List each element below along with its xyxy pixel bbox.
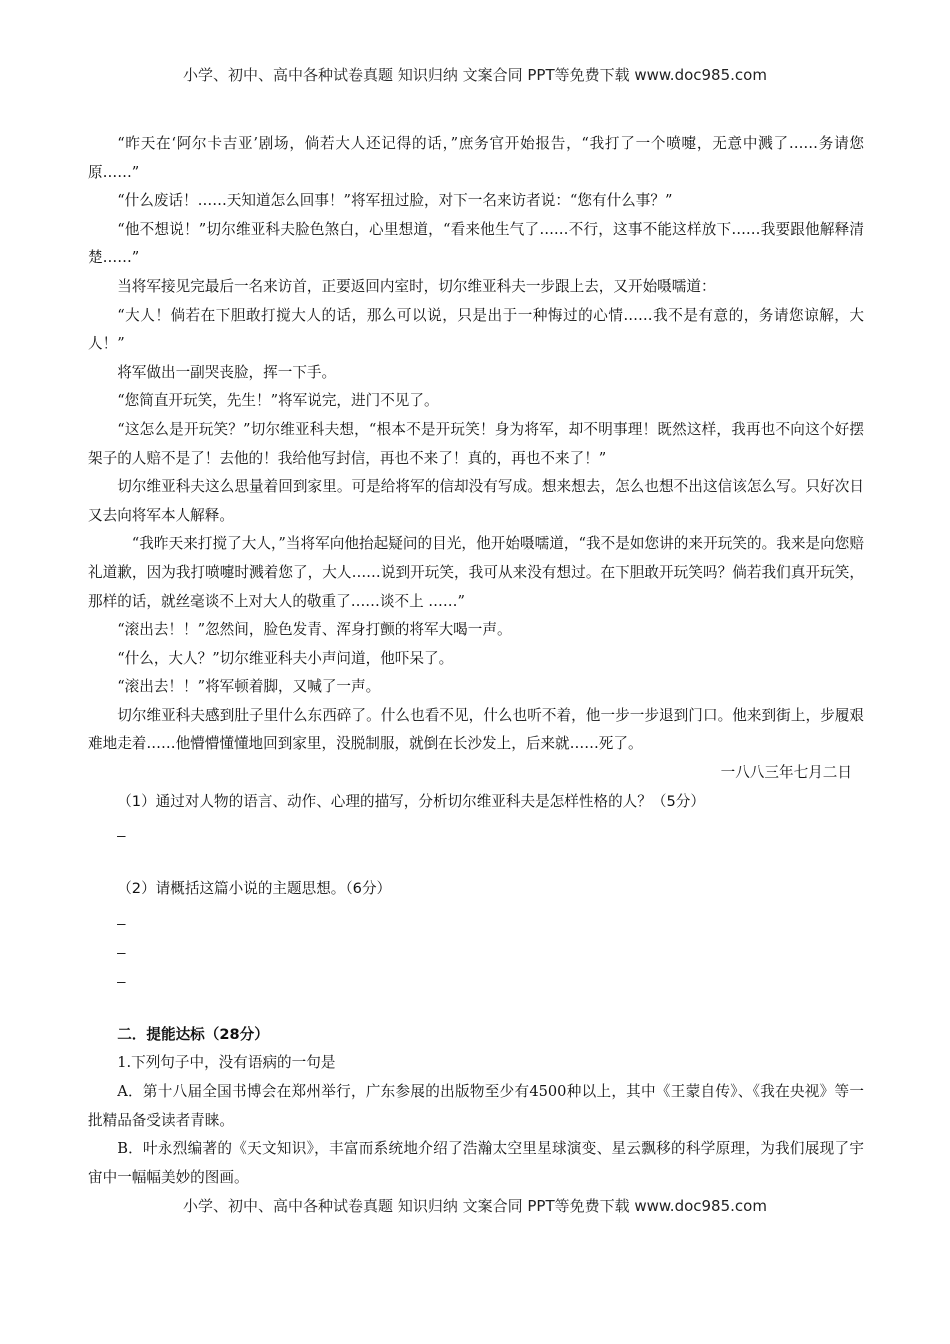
story-paragraph-3: “他不想说！”切尔维亚科夫脸色煞白，心里想道，“看来他生气了……不行，这事不能这样放下……我要跟他解释清楚……”	[88, 220, 864, 267]
story-paragraph-5: “大人！倘若在下胆敢打搅大人的话，那么可以说，只是出于一种悔过的心情……我不是有意的，务请您谅解，大人！”	[88, 306, 864, 353]
story-paragraph-4: 当将军接见完最后一名来访首，正要返回内室时，切尔维亚科夫一步跟上去，又开始嗫嚅道：	[117, 277, 716, 295]
story-paragraph-10: “我昨天来打搅了大人，”当将军向他抬起疑问的目光，他开始嗫嚅道，“我不是如您讲的来开玩笑的。我来是向您赔礼道歉，因为我打喷嚏时溅着您了，大人……说到开玩笑，我可从来没有想过。在下胆敢开玩笑吗？倘若我们真开玩笑，那样的话，就丝毫谈不上对大人的敬重了……谈不上 ……”	[88, 535, 864, 610]
option-b: B．叶永烈编著的《天文知识》，丰富而系统地介绍了浩瀚太空里星球演变、星云飘移的科学原理，为我们展现了宇宙中一幅幅美妙的图画。	[88, 1140, 864, 1186]
story-paragraph-9: 切尔维亚科夫这么思量着回到家里。可是给将军的信却没有写成。想来想去，怎么也想不出这信该怎么写。只好次日又去向将军本人解释。	[88, 478, 864, 524]
answer-line-2: _	[117, 909, 126, 926]
story-paragraph-13: “滚出去！！”将军顿着脚，又喊了一声。	[117, 678, 381, 696]
story-paragraph-1: “昨天在‘阿尔卡吉亚’剧场，倘若大人还记得的话，”庶务官开始报告，“我打了一个喷嚏，无意中溅了……务请您原……”	[88, 135, 864, 181]
story-paragraph-7: “您简直开玩笑，先生！”将军说完，进门不见了。	[117, 392, 439, 410]
story-paragraph-6: 将军做出一副哭丧脸，挥一下手。	[117, 363, 337, 381]
question-1: （1）通过对人物的语言、动作、心理的描写，分析切尔维亚科夫是怎样性格的人？（5分）	[117, 792, 705, 810]
section-title: 二．提能达标（28分）	[117, 1025, 269, 1043]
story-paragraph-14: 切尔维亚科夫感到肚子里什么东西碎了。什么也看不见，什么也听不着，他一步一步退到门口。他来到街上，步履艰难地走着……他懵懵懂懂地回到家里，没脱制服，就倒在长沙发上，后来就……死了。	[88, 706, 864, 753]
document-body	[88, 130, 864, 1192]
answer-line-1: _	[117, 822, 126, 839]
story-date: 一八八三年七月二日	[720, 764, 852, 782]
page-header: 小学、初中、高中各种试卷真题 知识归纳 文案合同 PPT等免费下载 www.doc985.com	[183, 66, 767, 84]
answer-line-3: _	[117, 938, 126, 955]
story-paragraph-2: “什么废话！……天知道怎么回事！”将军扭过脸，对下一名来访者说：“您有什么事？”	[117, 192, 673, 210]
question-2: （2）请概括这篇小说的主题思想。（6分）	[117, 880, 392, 898]
story-paragraph-8: “这怎么是开玩笑？”切尔维亚科夫想，“根本不是开玩笑！身为将军，却不明事理！既然这样，我再也不向这个好摆架子的人赔不是了！去他的！我给他写封信，再也不来了！真的，再也不来了！”	[88, 420, 864, 467]
answer-line-4: _	[117, 967, 126, 984]
story-paragraph-12: “什么，大人？”切尔维亚科夫小声问道，他吓呆了。	[117, 649, 454, 667]
option-a: A．第十八届全国书博会在郑州举行，广东参展的出版物至少有4500种以上，其中《王蒙自传》、《我在央视》等一批精品备受读者青睐。	[88, 1083, 864, 1129]
story-paragraph-11: “滚出去！！”忽然间，脸色发青、浑身打颤的将军大喝一声。	[117, 621, 512, 639]
page-footer: 小学、初中、高中各种试卷真题 知识归纳 文案合同 PPT等免费下载 www.doc985.com	[183, 1197, 767, 1215]
item-1: 1.下列句子中，没有语病的一句是	[117, 1054, 336, 1072]
